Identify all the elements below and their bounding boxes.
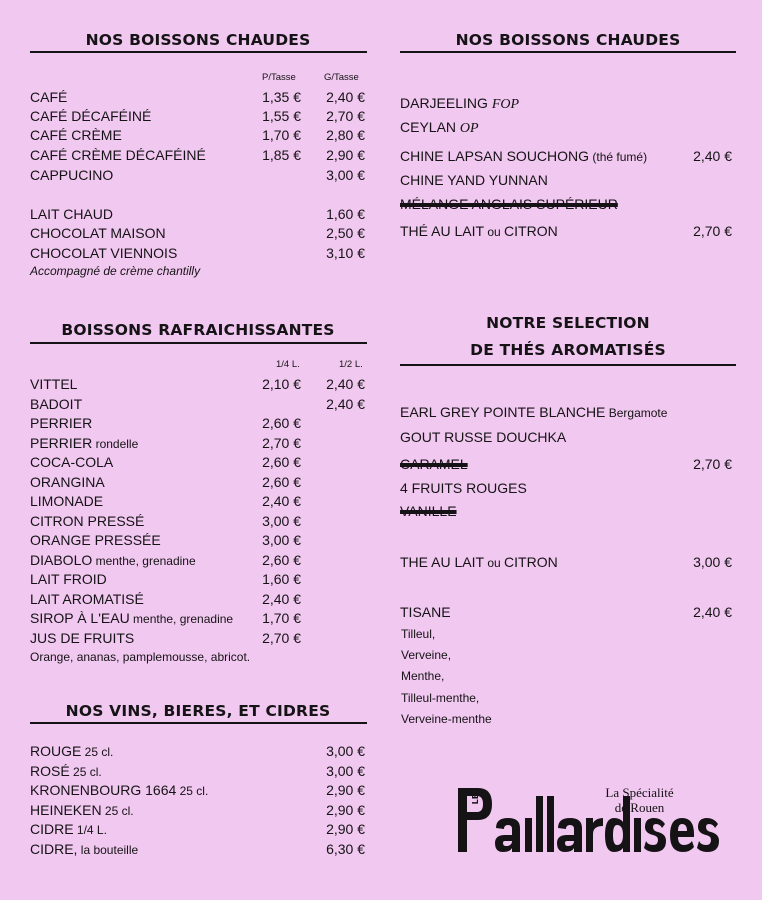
- item-note: 25 cl.: [176, 784, 209, 799]
- menu-row: [30, 145, 366, 165]
- menu-row: [30, 800, 366, 820]
- item-name-group: [400, 501, 457, 522]
- logo-tagline-1: La Spécialité: [605, 785, 674, 800]
- item-name: CAFÉ CRÈME: [30, 127, 122, 143]
- menu-row: [30, 125, 366, 145]
- menu-row: [400, 478, 736, 498]
- price: 1,60 €: [326, 206, 365, 222]
- item-name-group: [400, 427, 566, 448]
- menu-row: [30, 511, 366, 531]
- item-name-group: [400, 478, 527, 499]
- item-name-group: [30, 530, 161, 551]
- menu-row: [30, 243, 366, 263]
- menu-row: [30, 780, 366, 800]
- item-name: HEINEKEN: [30, 801, 102, 818]
- item-name: CAFÉ DÉCAFÉINÉ: [30, 108, 152, 124]
- menu-row: [30, 569, 366, 589]
- item-name: VANILLE: [400, 503, 457, 519]
- price-small: 1,55 €: [262, 108, 301, 124]
- price-large: 2,40 €: [326, 89, 365, 105]
- item-name-group: [400, 402, 667, 423]
- price-quarter: 3,00 €: [262, 532, 301, 548]
- item-name-group: [30, 589, 144, 610]
- price-quarter: 2,40 €: [262, 590, 301, 607]
- item-name: ROUGE: [30, 743, 82, 759]
- menu-row: [30, 433, 366, 453]
- item-note: menthe, grenadine: [129, 612, 234, 626]
- menu-row: [30, 761, 366, 781]
- item-name: LAIT CHAUD: [30, 206, 113, 222]
- item-name: LIMONADE: [30, 493, 104, 509]
- price-large: 3,00 €: [326, 167, 365, 183]
- item-name-group: [30, 374, 77, 395]
- divider: [30, 722, 367, 724]
- price-quarter: 2,60 €: [262, 454, 301, 470]
- item-name: KRONENBOURG 1664: [30, 782, 177, 799]
- menu-row: [30, 839, 366, 859]
- item-note: 1/4 L.: [73, 823, 107, 838]
- item-name-group: [30, 511, 144, 532]
- item-grade: FOP: [491, 97, 520, 112]
- item-name: CARAMEL: [400, 456, 468, 472]
- item-name: PERRIER: [30, 434, 93, 451]
- item-name-group: [30, 491, 103, 512]
- item-name: MÉLANGE ANGLAIS SUPÉRIEUR: [400, 196, 618, 212]
- price: 2,50 €: [326, 225, 365, 241]
- logo-tagline-2: de Rouen: [614, 800, 665, 815]
- price-quarter: 2,10 €: [262, 376, 301, 392]
- menu-row: [30, 530, 366, 550]
- item-note: menthe, grenadine: [92, 553, 196, 568]
- item-note: 25 cl.: [81, 745, 114, 759]
- menu-row: [30, 589, 366, 609]
- tisane-kind: Verveine,: [401, 648, 452, 663]
- price-large: 2,90 €: [326, 147, 365, 163]
- item-name-group: [30, 569, 107, 590]
- tisane-kind: Menthe,: [401, 669, 445, 684]
- item-name: ORANGE PRESSÉE: [30, 532, 161, 548]
- juice-flavours-note: Orange, ananas, pamplemousse, abricot.: [30, 650, 251, 664]
- section-title: NOS BOISSONS CHAUDES: [455, 31, 681, 49]
- item-name-group: [30, 394, 82, 415]
- section-title: NOS BOISSONS CHAUDES: [85, 31, 311, 49]
- menu-row: [30, 165, 366, 185]
- menu-row: [400, 117, 736, 137]
- menu-row: [30, 223, 366, 243]
- price-quarter: 2,60 €: [262, 415, 301, 431]
- menu-row: [30, 491, 366, 511]
- price-quarter: 2,70 €: [262, 434, 301, 451]
- price-small: 1,35 €: [262, 89, 301, 105]
- item-name-group: [400, 93, 519, 115]
- section-title: NOS VINS, BIERES, ET CIDRES: [65, 702, 331, 720]
- price-large: 2,70 €: [326, 108, 365, 124]
- section-title-line2: DE THÉS AROMATISÉS: [470, 341, 666, 359]
- menu-row: [400, 146, 736, 166]
- item-name: 4 FRUITS ROUGES: [400, 480, 527, 496]
- section-title-line1: NOTRE SELECTION: [486, 314, 650, 332]
- col-header-large: G/Tasse: [324, 72, 359, 83]
- menu-row: [30, 741, 366, 761]
- menu-row: [400, 402, 736, 422]
- item-name: CHINE YAND YUNNAN: [400, 172, 548, 188]
- item-name-group: [30, 819, 107, 840]
- item-name: LAIT AROMATISÉ: [30, 590, 144, 607]
- menu-row: [400, 501, 736, 521]
- price: 6,30 €: [326, 841, 365, 857]
- price: 2,90 €: [326, 801, 365, 818]
- menu-row: [30, 472, 366, 492]
- divider: [30, 51, 367, 53]
- price: 3,00 €: [326, 743, 365, 759]
- item-name-group: [30, 628, 134, 649]
- item-name: SIROP À L'EAU: [30, 610, 130, 626]
- item-name: CIDRE: [30, 821, 74, 838]
- menu-row: [30, 87, 366, 107]
- flavored-milk-lemon-row: THE AU LAIT ou CITRON 3,00 €: [400, 554, 732, 570]
- item-name-group: [400, 146, 647, 168]
- menu-row: [400, 194, 736, 214]
- item-name-group: [30, 608, 233, 629]
- price-quarter: 2,70 €: [262, 629, 301, 646]
- menu-row: [400, 93, 736, 113]
- item-name-group: [30, 413, 92, 434]
- price-quarter: 2,60 €: [262, 551, 301, 568]
- menu-row: [30, 452, 366, 472]
- price-small: 1,85 €: [262, 147, 301, 163]
- price-half: 2,40 €: [326, 376, 365, 392]
- menu-row: [30, 550, 366, 570]
- col-header-quarter: 1/4 L.: [276, 359, 300, 370]
- price: 3,10 €: [326, 245, 365, 261]
- price-quarter: 1,60 €: [262, 571, 301, 587]
- item-name: ROSÉ: [30, 762, 70, 779]
- item-note: Bergamote: [605, 406, 668, 420]
- menu-row: [30, 819, 366, 839]
- menu-row: [30, 374, 366, 394]
- price-quarter: 2,40 €: [262, 493, 301, 509]
- item-name: CAPPUCINO: [30, 167, 114, 183]
- col-header-small: P/Tasse: [262, 72, 296, 83]
- item-name: DARJEELING: [400, 95, 492, 111]
- logo-small-text: LES: [471, 788, 480, 805]
- item-name: JUS DE FRUITS: [30, 629, 135, 646]
- item-name-group: [400, 170, 548, 192]
- item-name: CAFÉ CRÈME DÉCAFÉINÉ: [30, 147, 206, 163]
- item-name-group: [400, 194, 618, 216]
- item-name-group: [30, 839, 138, 860]
- item-name: CAFÉ: [30, 89, 68, 105]
- price-quarter: 2,60 €: [262, 473, 301, 490]
- item-name: BADOIT: [30, 395, 83, 412]
- menu-row: [30, 394, 366, 414]
- item-name: CEYLAN: [400, 119, 460, 135]
- price: 2,70 €: [693, 456, 732, 472]
- divider: [400, 364, 736, 366]
- paillardises-logo: [452, 782, 742, 862]
- menu-row: [400, 427, 736, 447]
- menu-row: [30, 106, 366, 126]
- item-name-group: [400, 454, 468, 475]
- item-name-group: [30, 780, 208, 801]
- price: 2,90 €: [326, 782, 365, 799]
- item-note: 25 cl.: [69, 764, 102, 779]
- menu-row: [400, 170, 736, 190]
- menu-row: [30, 608, 366, 628]
- item-name: PERRIER: [30, 415, 93, 431]
- item-name: CHOCOLAT VIENNOIS: [30, 245, 178, 261]
- item-name-group: [30, 550, 196, 571]
- item-name-group: [30, 433, 138, 454]
- item-name-group: [30, 800, 134, 821]
- item-name: LAIT FROID: [30, 571, 107, 587]
- item-name: CIDRE,: [30, 841, 78, 857]
- item-note: 25 cl.: [101, 803, 134, 818]
- tisane-kind: Verveine-menthe: [401, 711, 492, 726]
- item-name: ORANGINA: [30, 473, 105, 490]
- item-name-group: [400, 117, 479, 139]
- item-note: rondelle: [92, 436, 139, 451]
- tea-milk-lemon-row: THÉ AU LAIT ou CITRON 2,70 €: [400, 223, 732, 239]
- item-name-group: [30, 472, 105, 493]
- tisane-row: TISANE 2,40 €: [400, 604, 732, 620]
- item-name: CHINE LAPSAN SOUCHONG: [400, 148, 590, 164]
- price-quarter: 1,70 €: [262, 610, 301, 626]
- menu-row: [30, 204, 366, 224]
- divider: [400, 51, 736, 53]
- price: 2,90 €: [326, 821, 365, 838]
- section-title: BOISSONS RAFRAICHISSANTES: [61, 321, 335, 339]
- divider: [30, 342, 367, 344]
- tisane-kind: Tilleul,: [401, 627, 436, 641]
- item-name: VITTEL: [30, 376, 78, 392]
- price-half: 2,40 €: [326, 395, 365, 412]
- menu-row: [30, 628, 366, 648]
- item-name-group: [30, 452, 113, 473]
- item-name: CHOCOLAT MAISON: [30, 225, 166, 241]
- item-name-group: [30, 761, 102, 782]
- item-name: DIABOLO: [30, 551, 93, 568]
- tisane-kind: Tilleul-menthe,: [401, 690, 480, 705]
- price: 2,40 €: [693, 148, 732, 164]
- item-name: GOUT RUSSE DOUCHKA: [400, 429, 567, 445]
- price-quarter: 3,00 €: [262, 512, 301, 529]
- item-note: (thé fumé): [589, 150, 648, 164]
- price: 3,00 €: [326, 762, 365, 779]
- item-name: EARL GREY POINTE BLANCHE: [400, 404, 606, 420]
- item-note: la bouteille: [77, 843, 139, 857]
- price-large: 2,80 €: [326, 127, 365, 143]
- item-name: COCA-COLA: [30, 454, 114, 470]
- item-name-group: [30, 741, 113, 762]
- menu-row: [30, 413, 366, 433]
- menu-row: [400, 454, 736, 474]
- item-grade: OP: [459, 121, 479, 136]
- chantilly-note: Accompagné de crème chantilly: [30, 264, 201, 278]
- price-small: 1,70 €: [262, 127, 301, 143]
- col-header-half: 1/2 L.: [339, 359, 363, 370]
- item-name: CITRON PRESSÉ: [30, 512, 145, 529]
